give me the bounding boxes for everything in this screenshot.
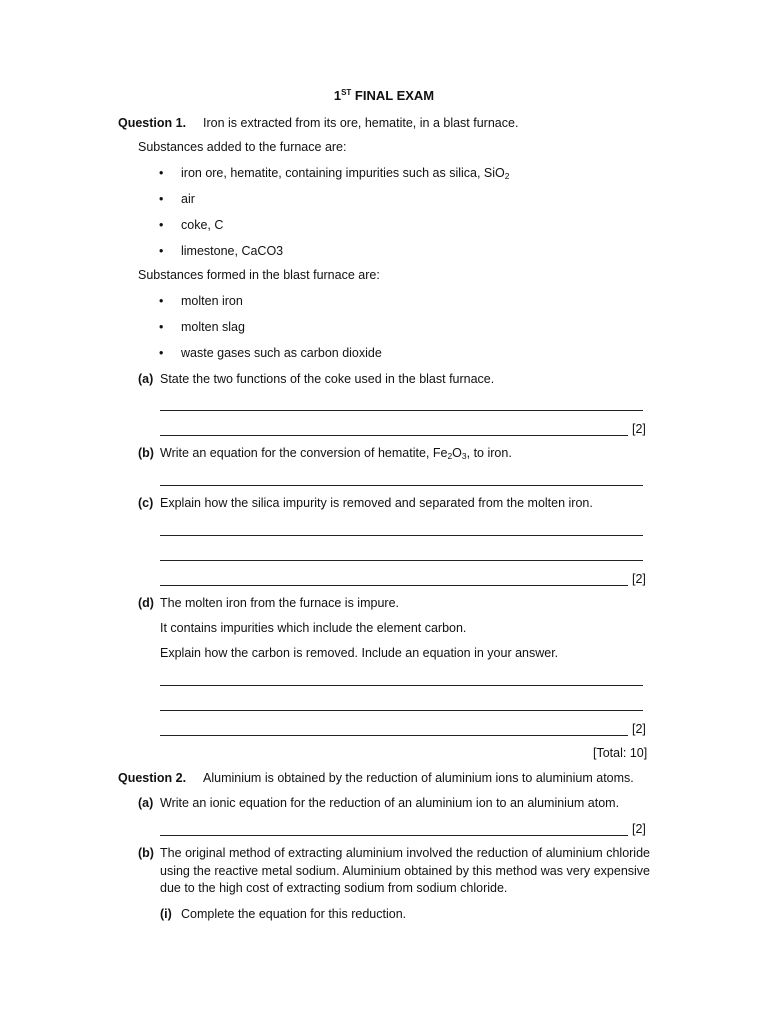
page-title	[0, 88, 768, 103]
part-b-label: (b)	[138, 446, 154, 460]
answer-line[interactable]	[160, 560, 643, 561]
part-d-text-1: The molten iron from the furnace is impure.	[160, 596, 399, 610]
marks-label: [2]	[632, 422, 646, 436]
added-substances-heading: Substances added to the furnace are:	[138, 140, 347, 154]
answer-line[interactable]	[160, 435, 628, 436]
answer-line[interactable]	[160, 535, 643, 536]
part-c-question: Explain how the silica impurity is removed and separated from the molten iron.	[160, 496, 593, 510]
question-2-label: Question 2.	[118, 771, 187, 785]
answer-line[interactable]	[160, 710, 643, 711]
added-item-text: limestone, CaCO3	[181, 244, 284, 258]
q2-part-a-question: Write an ionic equation for the reduction of an aluminium ion to an aluminium atom.	[160, 796, 620, 810]
q2-part-b-label: (b)	[138, 846, 154, 860]
answer-line[interactable]	[160, 835, 628, 836]
answer-line[interactable]	[160, 410, 643, 411]
added-item-text: iron ore, hematite, containing impurities such as silica, SiO	[181, 166, 505, 180]
subscript: 2	[447, 451, 453, 461]
added-item-text: air	[181, 192, 195, 206]
part-b-text: , to iron.	[466, 446, 512, 460]
added-item-text: coke, C	[181, 218, 224, 232]
part-d-text-2: It contains impurities which include the element carbon.	[160, 621, 467, 635]
q2-part-b-question: The original method of extracting aluminium involved the reduction of aluminium chloride using the reactive metal sodium. Aluminium obtained by this method was very expensive due to the high cost of extracting sodium from sodium chloride.	[160, 846, 650, 895]
formed-item-text: molten iron	[181, 294, 243, 308]
q2-part-a-label: (a)	[138, 796, 154, 810]
formed-substances-heading: Substances formed in the blast furnace are:	[138, 268, 380, 282]
part-a-label: (a)	[138, 372, 154, 386]
part-b-text: Write an equation for the conversion of hematite, Fe	[160, 446, 448, 460]
title-number: 1	[333, 88, 342, 103]
question-1-label: Question 1.	[118, 116, 187, 130]
title-text: FINAL EXAM	[351, 88, 435, 103]
marks-label: [2]	[632, 822, 646, 836]
title-superscript: ST	[341, 88, 352, 97]
marks-label: [2]	[632, 572, 646, 586]
answer-line[interactable]	[160, 735, 628, 736]
added-item-subscript: 2	[504, 171, 510, 181]
question-1-intro: Iron is extracted from its ore, hematite, in a blast furnace.	[203, 116, 519, 130]
formed-item-text: molten slag	[181, 320, 245, 334]
answer-line[interactable]	[160, 485, 643, 486]
total-marks: [Total: 10]	[593, 746, 648, 760]
subscript: 3	[461, 451, 467, 461]
q2-part-b-i-question: Complete the equation for this reduction.	[181, 907, 407, 921]
part-c-label: (c)	[138, 496, 154, 510]
part-d-label: (d)	[138, 596, 154, 610]
part-d-text-3: Explain how the carbon is removed. Include an equation in your answer.	[160, 646, 559, 660]
question-2-intro: Aluminium is obtained by the reduction of aluminium ions to aluminium atoms.	[203, 771, 634, 785]
part-a-question: State the two functions of the coke used in the blast furnace.	[160, 372, 495, 386]
answer-line[interactable]	[160, 585, 628, 586]
answer-line[interactable]	[160, 685, 643, 686]
q2-part-b-i-label: (i)	[160, 907, 172, 921]
formed-item-text: waste gases such as carbon dioxide	[181, 346, 382, 360]
marks-label: [2]	[632, 722, 646, 736]
part-b-question	[160, 446, 512, 461]
part-b-text: O	[452, 446, 462, 460]
